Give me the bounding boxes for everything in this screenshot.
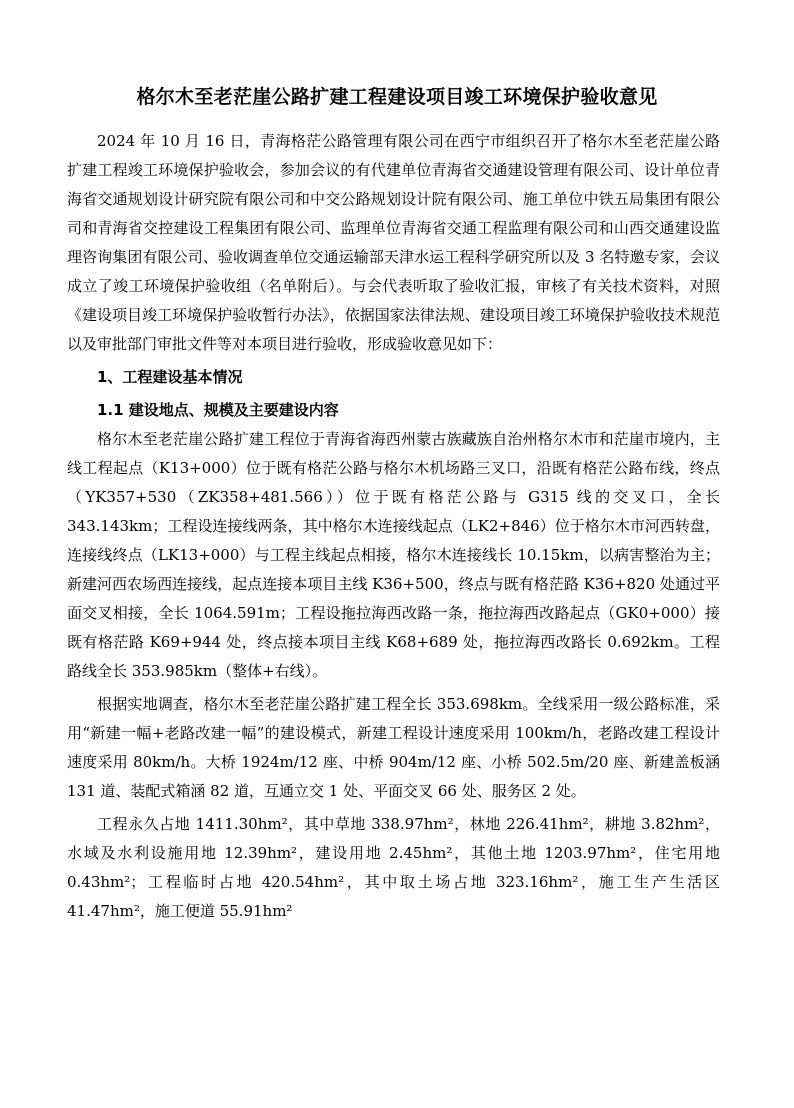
survey-paragraph: 根据实地调查，格尔木至老茫崖公路扩建工程全长 353.698km。全线采用一级公路标准，采用“新建一幅+老路改建一幅”的建设模式，新建工程设计速度采用 100km/h，老路改建工程设计速度采用 80km/h。大桥 1924m/12 座、中桥 904m/12 座、小桥 502.5m/20 座、新建盖板涵 131 道、装配式箱涵 82 道，互通立交 1 处、平面交叉 66 处、服务区 2 处。 — [67, 695, 720, 800]
land-paragraph: 工程永久占地 1411.30hm²，其中草地 338.97hm²，林地 226.41hm²，耕地 3.82hm²，水域及水利设施用地 12.39hm²，建设用地 2.45hm²，其他土地 1203.97hm²，住宅用地 0.43hm²；工程临时占地 420.54hm²，其中取土场占地 323.16hm²，施工生产生活区 41.47hm²，施工便道 55.91hm² — [67, 815, 720, 920]
document-body — [67, 127, 720, 926]
location-paragraph: 格尔木至老茫崖公路扩建工程位于青海省海西州蒙古族藏族自治州格尔木市和茫崖市境内，主线工程起点（K13+000）位于既有格茫公路与格尔木机场路三叉口，沿既有格茫公路布线，终点（YK357+530（ZK358+481.566））位于既有格茫公路与 G315 线的交叉口，全长 343.143km；工程设连接线两条，其中格尔木连接线起点（LK2+846）位于格尔木市河西转盘，连接线终点（LK13+000）与工程主线起点相接，格尔木连接线长 10.15km，以病害整治为主；新建河西农场西连接线，起点连接本项目主线 K36+500，终点与既有格茫路 K36+820 处通过平面交叉相接，全长 1064.591m；工程设拖拉海西改路一条，拖拉海西改路起点（GK0+000）接既有格茫路 K69+944 处，终点接本项目主线 K68+689 处，拖拉海西改路长 0.692km。工程路线全长 353.985km（整体+右线）。 — [67, 430, 720, 680]
document-title: 格尔木至老茫崖公路扩建工程建设项目竣工环境保护验收意见 — [136, 86, 658, 108]
section-heading-1-1: 1.1 建设地点、规模及主要建设内容 — [97, 401, 339, 419]
section-heading-1: 1、工程建设基本情况 — [97, 368, 243, 386]
intro-paragraph: 2024 年 10 月 16 日，青海格茫公路管理有限公司在西宁市组织召开了格尔木至老茫崖公路扩建工程竣工环境保护验收会，参加会议的有代建单位青海省交通建设管理有限公司、设计单位青海省交通规划设计研究院有限公司和中交公路规划设计院有限公司、施工单位中铁五局集团有限公司和青海省交控建设工程集团有限公司、监理单位青海省交通工程监理有限公司和山西交通建设监理咨询集团有限公司、验收调查单位交通运输部天津水运工程科学研究所以及 3 名特邀专家，会议成立了竣工环境保护验收组（名单附后）。与会代表听取了验收汇报，审核了有关技术资料，对照《建设项目竣工环境保护验收暂行办法》，依据国家法律法规、建设项目竣工环境保护验收技术规范以及审批部门审批文件等对本项目进行验收，形成验收意见如下： — [67, 132, 720, 353]
